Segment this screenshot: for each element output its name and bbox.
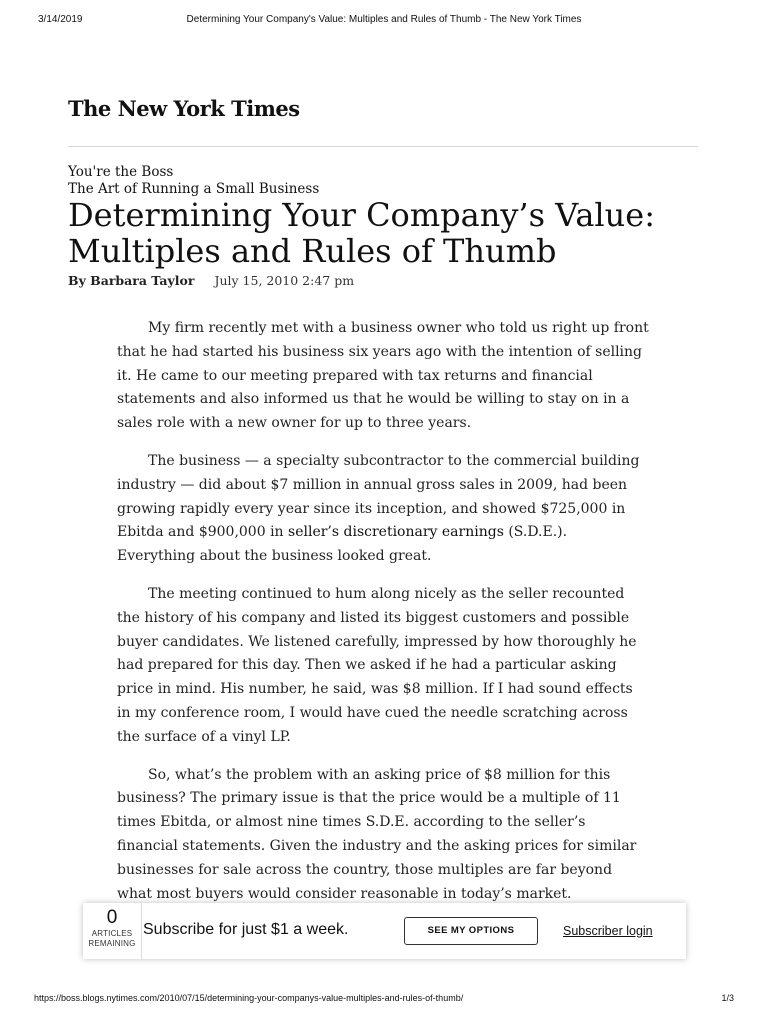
nyt-logo[interactable]: The New York Times (68, 96, 300, 121)
subscriber-login-link[interactable]: Subscriber login (563, 924, 653, 938)
article-paragraph: My firm recently met with a business owner who told us right up front that he had started his business six years ago with the intention of selling it. He came to our meeting prepared with tax returns and financial statements and also informed us that he would be willing to stay on in a sales role with a new owner for up to three years. (117, 320, 649, 432)
article-paragraph: The meeting continued to hum along nicely as the seller recounted the history of his company and listed its biggest customers and possible buyer candidates. We listened carefully, impressed by how thoroughly he had prepared for this day. Then we asked if he had a particular asking price in mind. His number, he said, was $8 million. If I had sound effects in my conference room, I would have cued the needle scratching across the surface of a vinyl LP. (117, 585, 637, 745)
publish-timestamp: July 15, 2010 2:47 pm (214, 273, 355, 288)
article-headline: Determining Your Company’s Value: Multiples and Rules of Thumb (68, 196, 655, 270)
paragraph-text: The business — a specialty subcontractor to the commercial building industry — did about $7 million in annual gross sales in 2009, had been growing rapidly every year since its inception, and showed $725,000 in Ebitda and $900,000 in (117, 452, 640, 541)
see-my-options-button[interactable]: SEE MY OPTIONS (404, 917, 538, 945)
masthead-divider (68, 146, 698, 147)
print-url: https://boss.blogs.nytimes.com/2010/07/15/determining-your-companys-value-multiples-and-rules-of-thumb/ (34, 993, 464, 1003)
subscribe-message: Subscribe for just $1 a week. (143, 921, 349, 938)
byline (68, 273, 354, 288)
articles-remaining-count: 0 (106, 907, 118, 928)
subscribe-bar (83, 903, 686, 959)
blog-kicker (68, 164, 319, 198)
print-header (0, 14, 768, 30)
article-paragraph: So, what’s the problem with an asking price of $8 million for this business? The primary issue is that the price would be a multiple of 11 times Ebitda, or almost nine times S.D.E. according to the seller’s financial statements. Given the industry and the asking prices for similar businesses for sale across the country, those multiples are far beyond what most buyers would consider reasonable in today’s market. (117, 766, 637, 902)
blog-name-link[interactable]: You're the Boss (68, 164, 174, 180)
blog-tagline: The Art of Running a Small Business (68, 181, 320, 197)
article-body (117, 317, 649, 920)
print-date: 3/14/2019 (38, 14, 83, 25)
articles-remaining-label: ARTICLES (91, 929, 133, 938)
sde-link[interactable]: seller’s discretionary earnings (288, 524, 504, 541)
articles-remaining-meter (83, 903, 142, 959)
articles-remaining-label: REMAINING (88, 939, 136, 948)
print-page-title: Determining Your Company's Value: Multiples and Rules of Thumb - The New York Times (186, 14, 582, 25)
author-name[interactable]: By Barbara Taylor (68, 273, 195, 288)
print-footer (0, 993, 768, 1007)
article-paragraph (117, 450, 649, 569)
print-page-number: 1/3 (721, 993, 734, 1003)
paragraph-text: (S.D.E.). Everything about the business looked great. (117, 524, 568, 565)
